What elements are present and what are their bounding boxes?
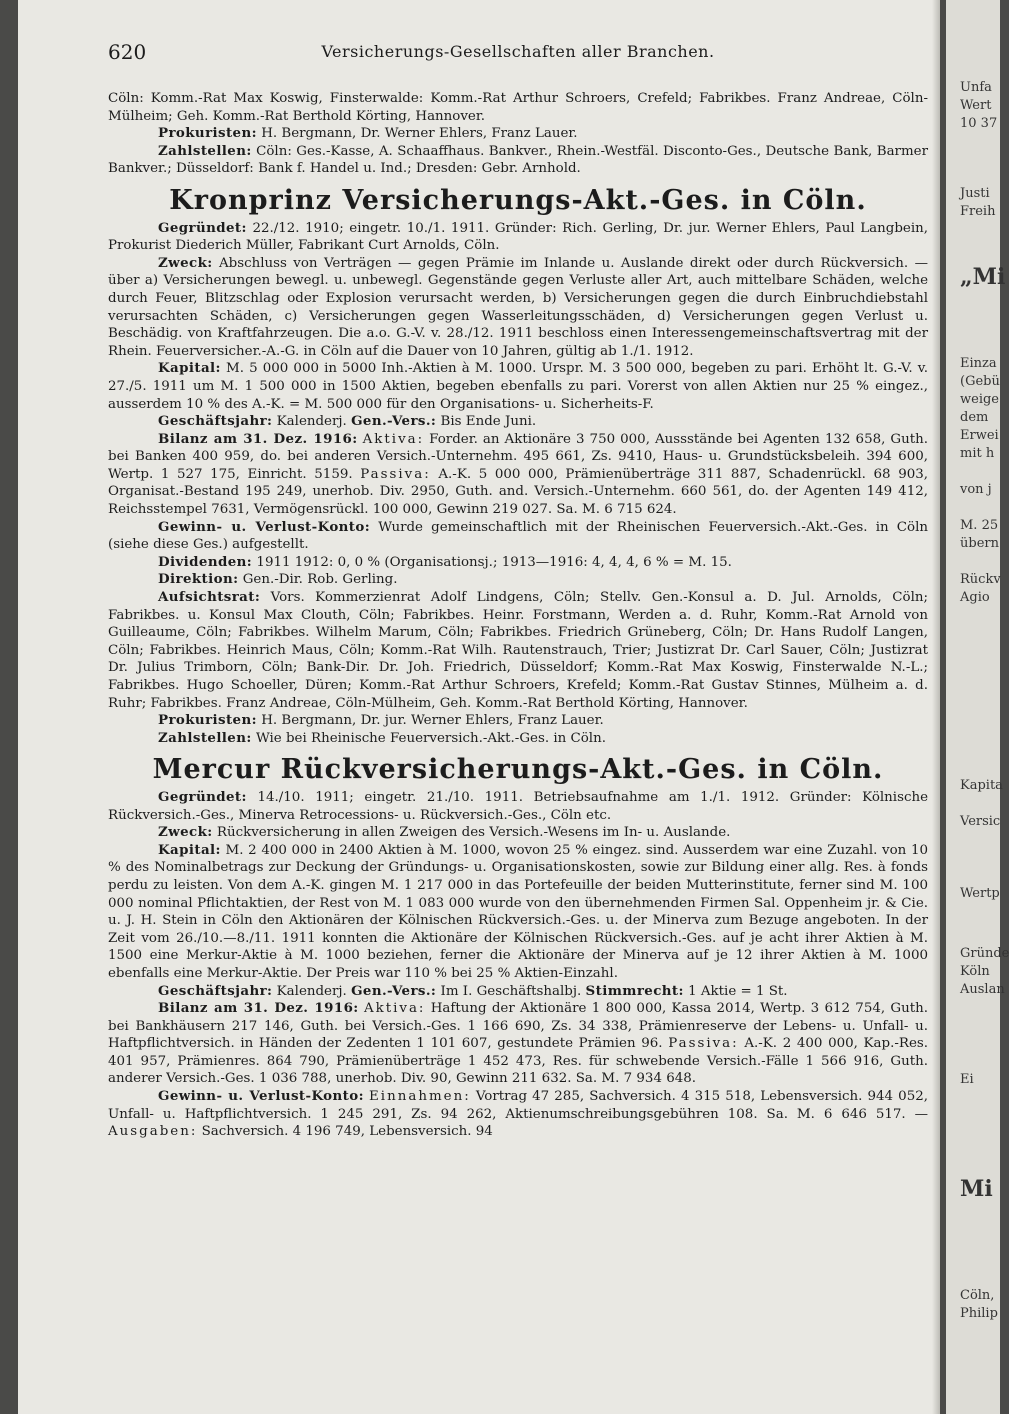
company-title: Mercur Rückversicherungs-Akt.-Ges. in Cöln.: [152, 754, 884, 786]
page-header: [108, 36, 928, 66]
adjacent-fragment: M. 25: [960, 518, 999, 533]
adjacent-fragment: übern: [960, 536, 999, 551]
direktion-entry: Direktion: Gen.-Dir. Rob. Gerling.: [158, 571, 398, 588]
adjacent-fragment: Versic: [960, 814, 1001, 829]
zahlstellen-entry: Zahlstellen: Cöln: Ges.-Kasse, A. Schaaffhaus. Bankver., Rhein.-Westfäl. Disconto-Ges., Deutsche Bank, Barmer Bankver.; Düsseldorf: Bank f. Handel u. Ind.; Dresden: Gebr. Arnhold.: [108, 142, 928, 177]
geschaeftsjahr-entry: Geschäftsjahr: Kalenderj. Gen.-Vers.: Im I. Geschäftshalbj. Stimmrecht: 1 Aktie = 1 St.: [158, 982, 788, 999]
company-entry-mercur: [108, 754, 928, 1140]
adjacent-fragment: von j: [960, 482, 992, 497]
company-entry-kronprinz: [108, 184, 929, 747]
adjacent-fragment: dem: [960, 410, 989, 425]
adjacent-fragment: Mi: [960, 1176, 993, 1202]
adjacent-fragment: Erwei: [960, 428, 999, 443]
adjacent-fragment: mit h: [960, 446, 995, 461]
adjacent-fragment: (Gebü: [960, 374, 1000, 389]
adjacent-fragment: Philip: [960, 1306, 998, 1321]
adjacent-fragment: „Mi: [960, 264, 1006, 290]
carryover-section: [108, 90, 928, 178]
adjacent-fragment: Einza: [960, 356, 997, 371]
adjacent-fragment: Köln: [960, 964, 990, 979]
adjacent-fragment: Cöln,: [960, 1288, 995, 1303]
adjacent-fragment: Wertp: [960, 886, 1000, 901]
adjacent-fragment: 10 37: [960, 116, 998, 131]
prokuristen-entry: Prokuristen: H. Bergmann, Dr. Werner Ehlers, Franz Lauer.: [158, 125, 578, 142]
page-number: 620: [108, 40, 147, 64]
kapital-entry: Kapital: M. 5 000 000 in 5000 Inh.-Aktien à M. 1000. Urspr. M. 3 500 000, begeben zu pari. Erhöht lt. G.-V. v. 27./5. 1911 um M. 1 500 000 in 1500 Aktien, begeben ebenfalls zu pari. Vorerst von allen Aktien nur 25 % eingez., ausserdem 10 % des A.-K. = M. 500 000 für den Organisations- u. Sicherheits-F.: [108, 360, 928, 412]
bilanz-entry: Bilanz am 31. Dez. 1916: Aktiva: Forder. an Aktionäre 3 750 000, Aussstände bei Agenten 132 658, Guth. bei Banken 400 959, do. bei anderen Versich.-Unternehm. 495 661, Zs. 9410, Haus- u. Grundstücksbeleih. 394 600, Wertp. 1 527 175, Einricht. 5159. Passiva: A.-K. 5 000 000, Prämienüberträge 311 887, Schadenrückl. 68 903, Organisat.-Bestand 195 249, unerhob. Div. 2950, Guth. and. Versich.-Unternehm. 660 561, do. der Agenten 149 412, Reichsstempel 7631, Vermögensrückl. 100 000, Gewinn 219 027. Sa. M. 6 715 624.: [108, 430, 929, 518]
adjacent-page-edge: [946, 0, 1009, 1414]
adjacent-fragment: Ei: [960, 1072, 974, 1087]
running-head: Versicherungs-Gesellschaften aller Branchen.: [321, 42, 715, 61]
zweck-entry: Zweck: Abschluss von Verträgen — gegen Prämie im Inlande u. Auslande direkt oder durch Rückversich. — über a) Versicherungen bewegl. u. unbewegl. Gegenstände gegen Verluste aller Art, auch mittelbare Schäden, welche durch Feuer, Blitzschlag oder Explosion verursacht werden, b) Versicherungen gegen die durch Einbruchdiebstahl verursachten Schäden, c) Versicherungen gegen Wasserleitungsschäden, d) Versicherungen gegen Verlust u. Beschädig. von Kraftfahrzeugen. Die a.o. G.-V. v. 28./12. 1911 beschloss einen Interessengemeinschaftsvertrag mit der Rhein. Feuerversicher.-A.-G. in Cöln auf die Dauer von 10 Jahren, gültig ab 1./1. 1912.: [108, 254, 928, 359]
adjacent-fragment: Rückv: [960, 572, 1001, 587]
adjacent-fragment: Freih: [960, 204, 996, 219]
book-page: [18, 0, 940, 1414]
aufsichtsrat-entry: Aufsichtsrat: Vors. Kommerzienrat Adolf Lindgens, Cöln; Stellv. Gen.-Konsul a. D. Jul. Arnolds, Cöln; Fabrikbes. u. Konsul Max Clouth, Cöln; Fabrikbes. Heinr. Forstmann, Werden a. d. Ruhr, Komm.-Rat Arnold von Guilleaume, Cöln; Fabrikbes. Wilhelm Marum, Cöln; Fabrikbes. Friedrich Grüneberg, Cöln; Dr. Hans Rudolf Langen, Cöln; Fabrikbes. Heinrich Maus, Cöln; Komm.-Rat Wilh. Rautenstrauch, Trier; Justizrat Dr. Carl Sauer, Cöln; Justizrat Dr. Julius Trimborn, Cöln; Bank-Dir. Dr. Joh. Friedrich, Düsseldorf; Komm.-Rat Max Koswig, Finsterwalde N.-L.; Fabrikbes. Hugo Schoeller, Düren; Komm.-Rat Arthur Schroers, Krefeld; Komm.-Rat Gustav Stinnes, Mülheim a. d. Ruhr; Fabrikbes. Franz Andreae, Cöln-Mülheim, Geh. Komm.-Rat Berthold Körting, Hannover.: [108, 589, 929, 711]
adjacent-fragment: Justi: [960, 186, 990, 201]
dividenden-entry: Dividenden: 1911 1912: 0, 0 % (Organisationsj.; 1913—1916: 4, 4, 4, 6 % = M. 15.: [158, 553, 732, 570]
adjacent-fragment: Agio: [960, 590, 990, 605]
zahlstellen-entry: Zahlstellen: Wie bei Rheinische Feuerversich.-Akt.-Ges. in Cöln.: [158, 729, 606, 746]
adjacent-fragment: Gründe: [960, 946, 1009, 961]
adjacent-fragment: Auslan: [960, 982, 1005, 997]
gegruendet-entry: Gegründet: 22./12. 1910; eingetr. 10./1. 1911. Gründer: Rich. Gerling, Dr. jur. Werner Ehlers, Paul Langbein, Prokurist Diederich Müller, Fabrikant Curt Arnolds, Cöln.: [108, 219, 928, 254]
gegruendet-entry: Gegründet: 14./10. 1911; eingetr. 21./10. 1911. Betriebsaufnahme am 1./1. 1912. Gründer: Kölnische Rückversich.-Ges., Minerva Retrocessions- u. Rückversich.-Ges., Cöln etc.: [108, 788, 928, 823]
kapital-entry: Kapital: M. 2 400 000 in 2400 Aktien à M. 1000, wovon 25 % eingez. sind. Ausserdem war eine Zuzahl. von 10 % des Nominalbetrags zur Deckung der Gründungs- u. Organisationskosten, sowie zur Bildung einer allg. Res. à fonds perdu zu leisten. Von dem A.-K. gingen M. 1 217 000 in das Portefeuille der beiden Mutterinstitute, ferner sind M. 100 000 nominal Pflichtaktien, der Rest von M. 1 083 000 wurde von den übernehmenden Firmen Sal. Oppenheim jr. & Cie. u. J. H. Stein in Cöln den Aktionären der Kölnischen Rückversich.-Ges. u. der Minerva zum Bezuge angeboten. In der Zeit vom 26./10.—8./11. 1911 konnten die Aktionäre der Kölnischen Rückversich.-Ges. auf je acht ihrer Aktien à M. 1500 eine Merkur-Aktie à M. 1000 beziehen, ferner die Aktionäre der Minerva auf je 12 ihrer Aktien à M. 1000 ebenfalls eine Merkur-Aktie. Der Preis war 110 % bei 25 % Aktien-Einzahl.: [108, 841, 928, 981]
bilanz-entry: Bilanz am 31. Dez. 1916: Aktiva: Haftung der Aktionäre 1 800 000, Kassa 2014, Wertp. 3 612 754, Guth. bei Bankhäusern 217 146, Guth. bei Versich.-Ges. 1 166 690, Zs. 34 338, Prämienreserve der Lebens- u. Unfall- u. Haftpflichtversich. in Händen der Zedenten 1 101 607, gestundete Prämien 96. Passiva: A.-K. 2 400 000, Kap.-Res. 401 957, Prämienres. 864 790, Prämienüberträge 1 452 473, Res. für schwebende Versich.-Fälle 1 566 916, Guth. anderer Versich.-Ges. 1 036 788, unerhob. Div. 90, Gewinn 211 632. Sa. M. 7 934 648.: [108, 1000, 928, 1087]
geschaeftsjahr-entry: Geschäftsjahr: Kalenderj. Gen.-Vers.: Bis Ende Juni.: [158, 413, 537, 430]
zweck-entry: Zweck: Rückversicherung in allen Zweigen des Versich.-Wesens im In- u. Auslande.: [158, 824, 731, 841]
carryover-text: Cöln: Komm.-Rat Max Koswig, Finsterwalde: Komm.-Rat Arthur Schroers, Crefeld; Fabrikbes. Franz Andreae, Cöln-Mülheim; Geh. Komm.-Rat Berthold Körting, Hannover.: [108, 91, 928, 124]
adjacent-fragment: Unfa: [960, 80, 992, 95]
adjacent-fragment: Kapita: [960, 778, 1003, 793]
page-content: [108, 90, 928, 1141]
guv-entry: Gewinn- u. Verlust-Konto: Einnahmen: Vortrag 47 285, Sachversich. 4 315 518, Lebensversich. 944 052, Unfall- u. Haftpflichtversich. 1 245 291, Zs. 94 262, Aktienumschreibungsgebühren 108. Sa. M. 6 646 517. — Ausgaben: Sachversich. 4 196 749, Lebensversich. 94: [108, 1088, 928, 1140]
company-title: Kronprinz Versicherungs-Akt.-Ges. in Cöln.: [169, 184, 867, 216]
adjacent-fragment: Wert: [960, 98, 992, 113]
prokuristen-entry: Prokuristen: H. Bergmann, Dr. jur. Werner Ehlers, Franz Lauer.: [158, 712, 604, 729]
guv-entry: Gewinn- u. Verlust-Konto: Wurde gemeinschaftlich mit der Rheinischen Feuerversich.-Akt.-Ges. in Cöln (siehe diese Ges.) aufgestellt.: [108, 518, 928, 553]
adjacent-fragment: weige: [960, 392, 999, 407]
